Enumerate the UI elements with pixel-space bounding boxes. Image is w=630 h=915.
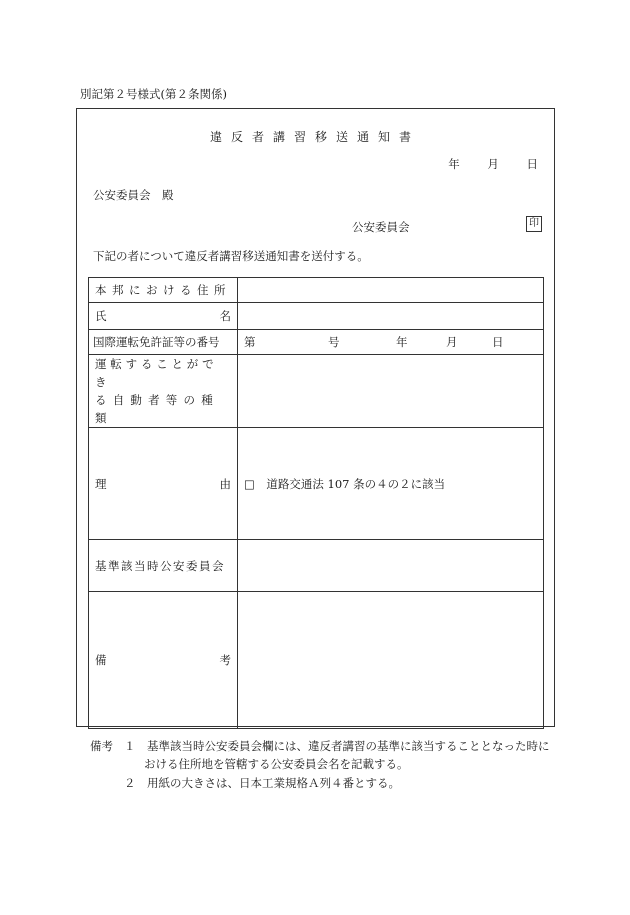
value-name[interactable] [238, 303, 544, 330]
label-reason-b: 由 [219, 476, 231, 491]
date-month: 月 [487, 157, 499, 171]
intro-text: 下記の者について違反者講習移送通知書を送付する。 [93, 249, 369, 263]
note-2: ２ 用紙の大きさは、日本工業規格Ａ列４番とする。 [124, 776, 400, 790]
date-row [424, 156, 538, 172]
label-address: 本邦における住所 [89, 278, 238, 303]
recipient: 公安委員会 殿 [93, 188, 174, 202]
label-remarks-b: 考 [219, 653, 231, 667]
value-committee[interactable] [238, 540, 544, 592]
form-label: 別記第２号様式(第２条関係) [80, 87, 227, 101]
label-remarks [89, 592, 238, 729]
label-vehicle-type [89, 355, 238, 428]
value-address[interactable] [238, 278, 544, 303]
label-reason [89, 428, 238, 540]
label-name-a: 氏 [95, 309, 107, 323]
notes-heading: 備考 [90, 739, 113, 753]
value-reason[interactable]: □ 道路交通法 107 条の４の２に該当 [238, 428, 544, 540]
document-title: 違反者講習移送通知書 [209, 130, 420, 144]
license-dai: 第 [244, 335, 256, 349]
note-1-line1: １ 基準該当時公安委員会欄には、違反者講習の基準に該当することとなった時に [124, 739, 550, 753]
sender: 公安委員会 [352, 220, 410, 234]
label-committee: 基準該当時公安委員会 [89, 540, 238, 592]
value-remarks[interactable] [238, 592, 544, 729]
label-vehicle-l1: 運転することができ [95, 357, 218, 389]
label-remarks-a: 備 [95, 653, 107, 667]
label-reason-a: 理 [95, 476, 107, 491]
label-name [89, 303, 238, 330]
license-day: 日 [492, 335, 504, 349]
seal-mark: 印 [526, 216, 542, 232]
date-day: 日 [526, 157, 538, 171]
license-year: 年 [396, 335, 408, 349]
label-vehicle-l2: る自動者等の種類 [95, 393, 219, 425]
date-year: 年 [448, 157, 460, 171]
note-1-line2: おける住所地を管轄する公安委員会名を記載する。 [144, 757, 409, 771]
details-table [88, 277, 544, 729]
label-license: 国際運転免許証等の番号 [89, 330, 238, 355]
license-month: 月 [446, 335, 458, 349]
license-go: 号 [328, 335, 340, 349]
value-vehicle-type[interactable] [238, 355, 544, 428]
value-license[interactable] [238, 330, 544, 355]
label-name-b: 名 [219, 309, 231, 323]
